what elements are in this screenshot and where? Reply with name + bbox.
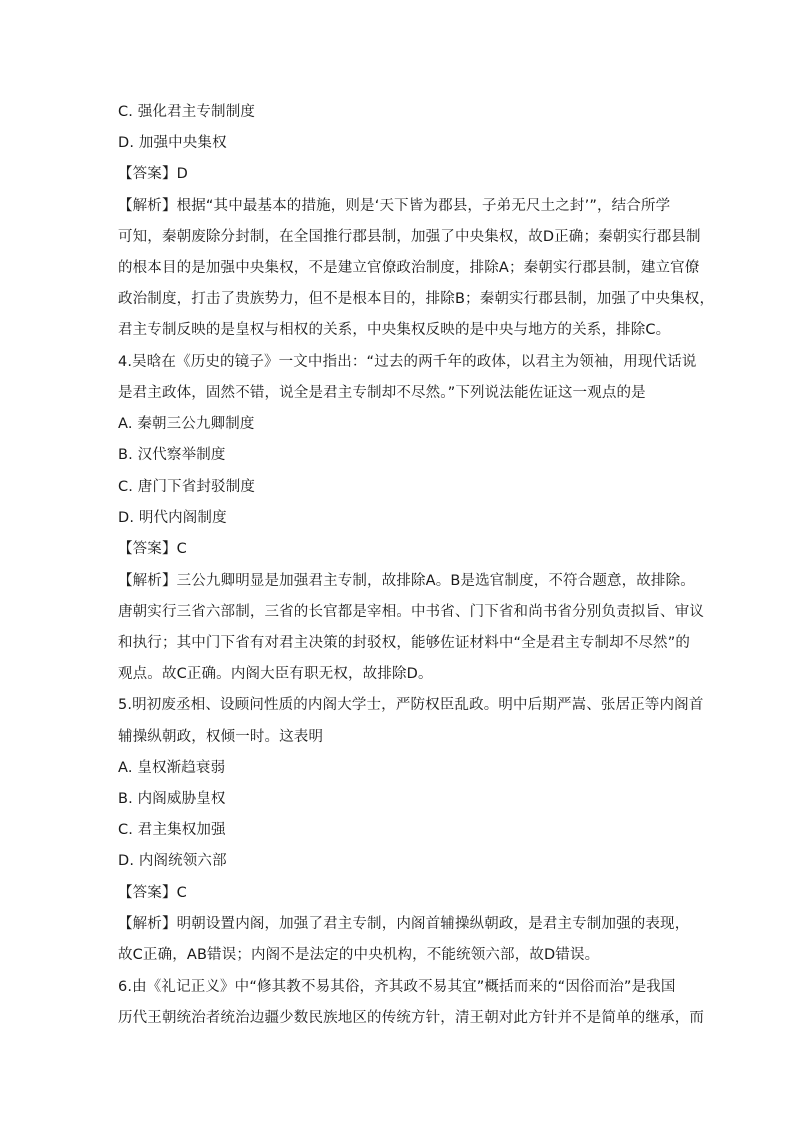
answer-label: 【答案】C xyxy=(118,885,187,901)
question-stem: 4.吴晗在《历史的镜子》一文中指出：“过去的两千年的政体，以君主为领袖，用现代话说 xyxy=(118,354,697,370)
answer-label: 【答案】D xyxy=(118,166,188,182)
question-stem: 6.由《礼记正义》中“修其教不易其俗，齐其政不易其宜”概括而来的“因俗而治”是我国 xyxy=(118,979,676,995)
analysis-line: 唐朝实行三省六部制，三省的长官都是宰相。中书省、门下省和尚书省分别负责拟旨、审议 xyxy=(118,604,704,620)
question-stem: 是君主政体，固然不错，说全是君主专制却不尽然。”下列说法能佐证这一观点的是 xyxy=(118,385,646,401)
option-c: C. 强化君主专制制度 xyxy=(118,104,255,120)
question-stem: 历代王朝统治者统治边疆少数民族地区的传统方针，清王朝对此方针并不是简单的继承，而 xyxy=(118,1010,704,1026)
analysis-line: 【解析】根据“其中最基本的措施，则是‘天下皆为郡县，子弟无尺土之封’”，结合所学 xyxy=(118,198,671,214)
option-a: A. 皇权渐趋衰弱 xyxy=(118,760,226,776)
option-d: D. 明代内阁制度 xyxy=(118,510,227,526)
option-c: C. 君主集权加强 xyxy=(118,822,226,838)
analysis-line: 政治制度，打击了贵族势力，但不是根本目的，排除B；秦朝实行郡县制，加强了中央集权， xyxy=(118,291,715,307)
option-c: C. 唐门下省封驳制度 xyxy=(118,479,255,495)
analysis-line: 【解析】三公九卿明显是加强君主专制，故排除A。B是选官制度，不符合题意，故排除。 xyxy=(118,573,695,589)
question-stem: 辅操纵朝政，权倾一时。这表明 xyxy=(118,729,324,745)
analysis-line: 君主专制反映的是皇权与相权的关系，中央集权反映的是中央与地方的关系，排除C。 xyxy=(118,322,671,338)
option-b: B. 汉代察举制度 xyxy=(118,447,226,463)
question-stem: 5.明初废丞相、设顾问性质的内阁大学士，严防权臣乱政。明中后期严嵩、张居正等内阁首 xyxy=(118,697,704,713)
option-a: A. 秦朝三公九卿制度 xyxy=(118,416,255,432)
answer-label: 【答案】C xyxy=(118,541,187,557)
option-d: D. 内阁统领六部 xyxy=(118,853,227,869)
analysis-line: 【解析】明朝设置内阁，加强了君主专制，内阁首辅操纵朝政，是君主专制加强的表现， xyxy=(118,916,690,932)
analysis-line: 和执行；其中门下省有对君主决策的封驳权，能够佐证材料中“全是君主专制却不尽然”的 xyxy=(118,635,691,651)
option-b: B. 内阁威胁皇权 xyxy=(118,791,226,807)
option-d: D. 加强中央集权 xyxy=(118,135,227,151)
analysis-line: 故C正确，AB错误；内阁不是法定的中央机构，不能统领六部，故D错误。 xyxy=(118,947,600,963)
analysis-line: 观点。故C正确。内阁大臣有职无权，故排除D。 xyxy=(118,666,433,682)
analysis-line: 可知，秦朝废除分封制，在全国推行郡县制，加强了中央集权，故D正确；秦朝实行郡县制 xyxy=(118,229,701,245)
analysis-line: 的根本目的是加强中央集权，不是建立官僚政治制度，排除A；秦朝实行郡县制，建立官僚 xyxy=(118,260,700,276)
